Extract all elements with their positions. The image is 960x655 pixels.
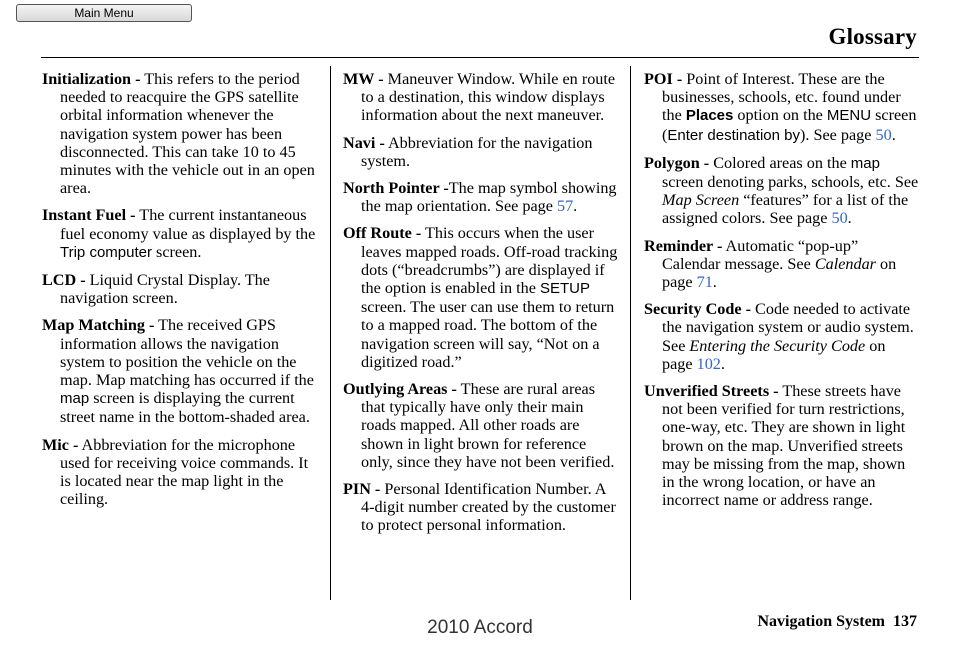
ui-label: map [850, 154, 880, 172]
entry-polygon [644, 154, 920, 228]
term: MW - [343, 70, 384, 88]
definition: The map symbol showing the map orientation. See page [361, 179, 617, 216]
entry-map-matching [42, 316, 318, 426]
entry-unverified-streets [644, 382, 920, 509]
definition: ). See page [799, 125, 876, 144]
definition: This occurs when the user leaves mapped roads. Off-road tracking dots (“breadcrumbs”) are displayed if the option is enabled in the [361, 224, 618, 298]
term: Map Matching - [42, 316, 155, 335]
entry-pin [343, 480, 619, 535]
term: Off Route - [343, 224, 422, 243]
definition: Automatic “pop-up” Calendar message. See [662, 236, 859, 273]
entry-lcd [42, 271, 318, 307]
definition: Code needed to activate the navigation system or audio system. See [662, 300, 914, 355]
term: Security Code - [644, 300, 751, 319]
column-divider [630, 66, 631, 600]
term: Polygon - [644, 153, 710, 172]
definition: Point of Interest. These are the businesses, schools, etc. found under the [662, 70, 901, 125]
term: North Pointer - [343, 179, 449, 198]
term: Initialization - [42, 70, 141, 88]
term: Unverified Streets - [644, 382, 779, 401]
definition: on page [662, 254, 897, 292]
entry-off-route [343, 224, 619, 371]
definition: screen. [151, 242, 202, 261]
ui-label: Trip computer [60, 243, 152, 261]
entry-initialization [42, 70, 318, 197]
punctuation: . [847, 209, 852, 228]
term: POI - [644, 70, 683, 88]
cross-reference: Entering the Security Code [689, 336, 866, 355]
entry-navi [343, 134, 619, 170]
definition: Maneuver Window. While en route to a destination, this window displays information about the next maneuver. [361, 70, 616, 125]
entry-mic [42, 436, 318, 509]
entry-instant-fuel [42, 206, 318, 262]
punctuation: . [720, 354, 725, 373]
punctuation: . [712, 273, 717, 292]
ui-label: Places [685, 107, 734, 125]
entry-north-pointer [343, 179, 619, 215]
term: Outlying Areas - [343, 380, 457, 399]
column-divider [330, 66, 331, 600]
definition: screen. The user can use them to return to a mapped road. The bottom of the navigation screen will say, “Not on a digitized road.” [361, 298, 615, 371]
term: Instant Fuel - [42, 206, 136, 225]
definition: on page [662, 336, 886, 373]
definition: screen denoting parks, schools, etc. See [662, 173, 919, 192]
cross-reference: Map Screen [662, 191, 740, 210]
footer-section: Navigation System [757, 613, 885, 630]
term: Reminder - [644, 236, 723, 255]
definition: These are rural areas that typically have only their main roads mapped. All other roads are shown in light brown for reference only, since they have not been verified. [361, 380, 615, 471]
watermark-text: 2010 Accord [427, 617, 533, 638]
header-rule [41, 57, 919, 58]
entry-reminder [644, 237, 920, 292]
definition: screen is displaying the current street name in the bottom-shaded area. [60, 389, 310, 427]
entry-outlying-areas [343, 380, 619, 471]
page-link[interactable]: 50 [831, 209, 848, 228]
ui-label: MENU [826, 107, 872, 125]
definition: The received GPS information allows the navigation system to position the vehicle on the map. Map matching has occurred if the [60, 316, 314, 390]
definition: “features” for a list of the assigned colors. See page [662, 191, 909, 228]
entry-mw [343, 70, 619, 125]
page-link[interactable]: 102 [696, 354, 721, 373]
term: Mic - [42, 435, 79, 454]
definition: These streets have not been verified for turn restrictions, one-way, etc. They are shown in light brown on the map. Unverified streets may be missing from the map, shown in the wrong location, or have an incorrect name or address range. [662, 382, 906, 510]
glossary-column-3 [644, 70, 920, 518]
definition: Abbreviation for the navigation system. [361, 133, 593, 170]
page-link[interactable]: 71 [696, 273, 713, 292]
definition: Colored areas on the [709, 153, 851, 172]
term: Navi - [343, 133, 385, 152]
glossary-column-1 [42, 70, 318, 517]
definition: This refers to the period needed to reacquire the GPS satellite orbital information whenever the navigation system power has been disconnected. This can take 10 to 45 minutes with the vehicle out in an open area. [60, 70, 315, 198]
definition: The current instantaneous fuel economy value as displayed by the [60, 206, 316, 243]
definition: Abbreviation for the microphone used for receiving voice commands. It is located near the map light in the ceiling. [60, 435, 309, 509]
page-number: 137 [893, 613, 917, 630]
term: PIN - [343, 480, 381, 499]
definition: Liquid Crystal Display. The navigation screen. [60, 271, 270, 308]
definition: option on the [733, 106, 827, 125]
term: LCD - [42, 271, 86, 290]
entry-security-code [644, 300, 920, 373]
punctuation: . [891, 125, 896, 144]
ui-label: Enter destination by [667, 126, 800, 144]
punctuation: . [573, 197, 578, 216]
glossary-column-2 [343, 70, 619, 544]
page-link[interactable]: 57 [556, 197, 574, 216]
entry-poi [644, 70, 920, 145]
page-title: Glossary [828, 24, 917, 49]
definition: screen ( [662, 106, 917, 144]
definition: Personal Identification Number. A 4-digit number created by the customer to protect personal information. [361, 480, 616, 535]
page-link[interactable]: 50 [875, 125, 892, 144]
main-menu-button[interactable]: Main Menu [16, 4, 192, 22]
ui-label: SETUP [539, 280, 590, 298]
cross-reference: Calendar [814, 254, 876, 273]
ui-label: map [60, 390, 90, 408]
